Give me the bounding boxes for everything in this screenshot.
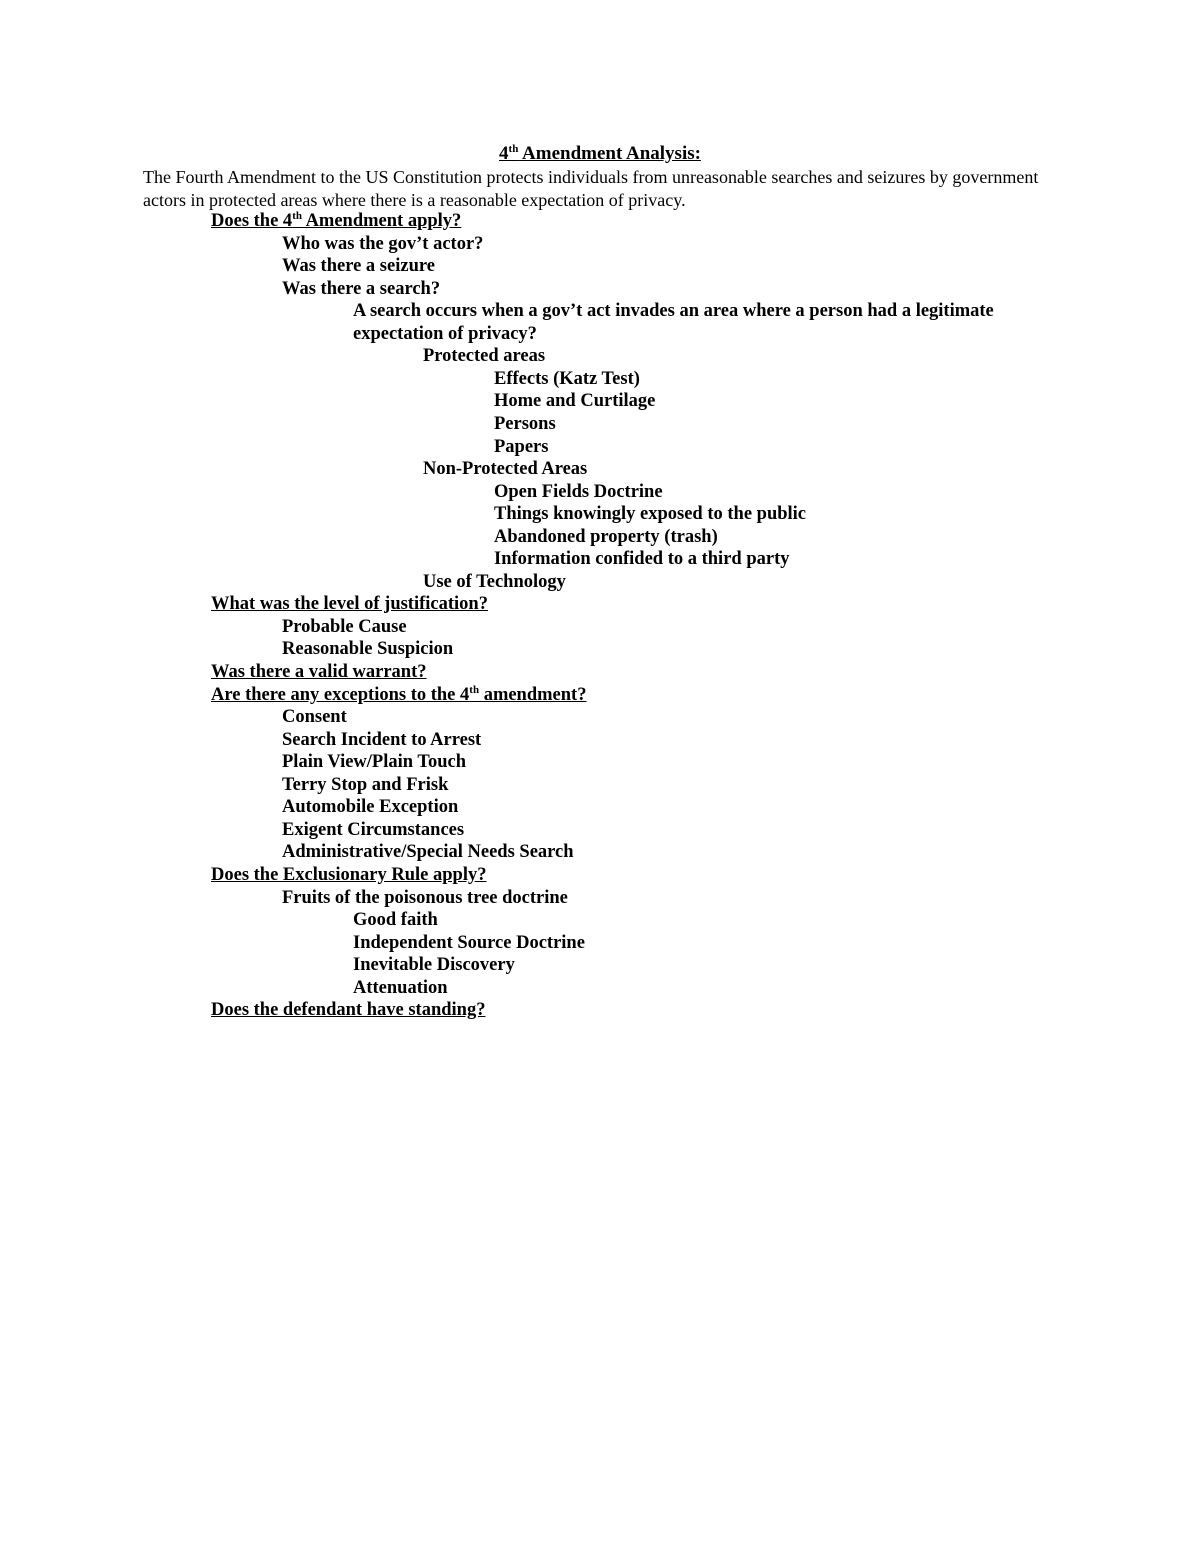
outline-text: Information confided to a third party [494, 549, 790, 570]
outline-text: Effects (Katz Test) [494, 368, 640, 389]
outline-text: Plain View/Plain Touch [282, 752, 467, 773]
outline-text: Abandoned property (trash) [494, 526, 718, 547]
outline-text-part: Are there any exceptions to the 4 [211, 684, 470, 705]
outline-text: Does the defendant have standing? [211, 1000, 486, 1021]
outline-text: Inevitable Discovery [353, 955, 515, 976]
outline-text: Search Incident to Arrest [282, 729, 482, 750]
outline-text: Probable Cause [282, 616, 407, 637]
outline-text-part: Does the 4 [211, 211, 293, 231]
outline-text: Exigent Circumstances [282, 819, 465, 840]
outline-text: Who was the gov’t actor? [282, 233, 484, 254]
outline-text-part: Amendment apply? [301, 211, 462, 231]
outline-text: Administrative/Special Needs Search [282, 842, 574, 863]
outline-text: What was the level of justification? [211, 594, 488, 615]
outline-text: A search occurs when a gov’t act invades an area where a person had a legitimate [353, 301, 994, 322]
outline-text [211, 210, 461, 233]
outline-text: Was there a search? [282, 278, 441, 299]
outline-text: Attenuation [353, 977, 448, 998]
title-number: 4 [499, 143, 509, 164]
intro-paragraph: The Fourth Amendment to the US Constitution protects individuals from unreasonable searches and seizures by government actors in protected areas where there is a reasonable expectation of privacy. [143, 167, 1039, 210]
ordinal-superscript: th [292, 210, 302, 222]
outline-text: Home and Curtilage [494, 391, 656, 412]
outline-text [211, 684, 586, 707]
outline-text: Independent Source Doctrine [353, 932, 585, 953]
outline-text: Was there a valid warrant? [211, 662, 427, 682]
outline-text: Use of Technology [423, 571, 566, 592]
outline-text: Things knowingly exposed to the public [494, 504, 807, 525]
outline-text-part: amendment? [479, 684, 587, 705]
outline-text: Papers [494, 436, 549, 457]
outline-text: Persons [494, 413, 556, 434]
outline-text: Consent [282, 707, 347, 728]
outline-text-continuation: expectation of privacy? [353, 323, 537, 344]
outline-text: Non-Protected Areas [423, 459, 588, 480]
title-superscript: th [508, 143, 519, 155]
outline-text: Automobile Exception [282, 797, 459, 818]
outline-text: Good faith [353, 910, 438, 931]
outline-text: Does the Exclusionary Rule apply? [211, 864, 487, 885]
outline-text: Open Fields Doctrine [494, 481, 663, 502]
outline-text: Fruits of the poisonous tree doctrine [282, 887, 568, 908]
page-title [0, 143, 1200, 165]
title-text: Amendment Analysis: [518, 143, 701, 164]
outline-text: Was there a seizure [282, 256, 435, 277]
outline-text: Terry Stop and Frisk [282, 774, 449, 795]
ordinal-superscript: th [469, 683, 480, 696]
outline-text: Reasonable Suspicion [282, 639, 454, 660]
outline-text: Protected areas [423, 346, 546, 367]
